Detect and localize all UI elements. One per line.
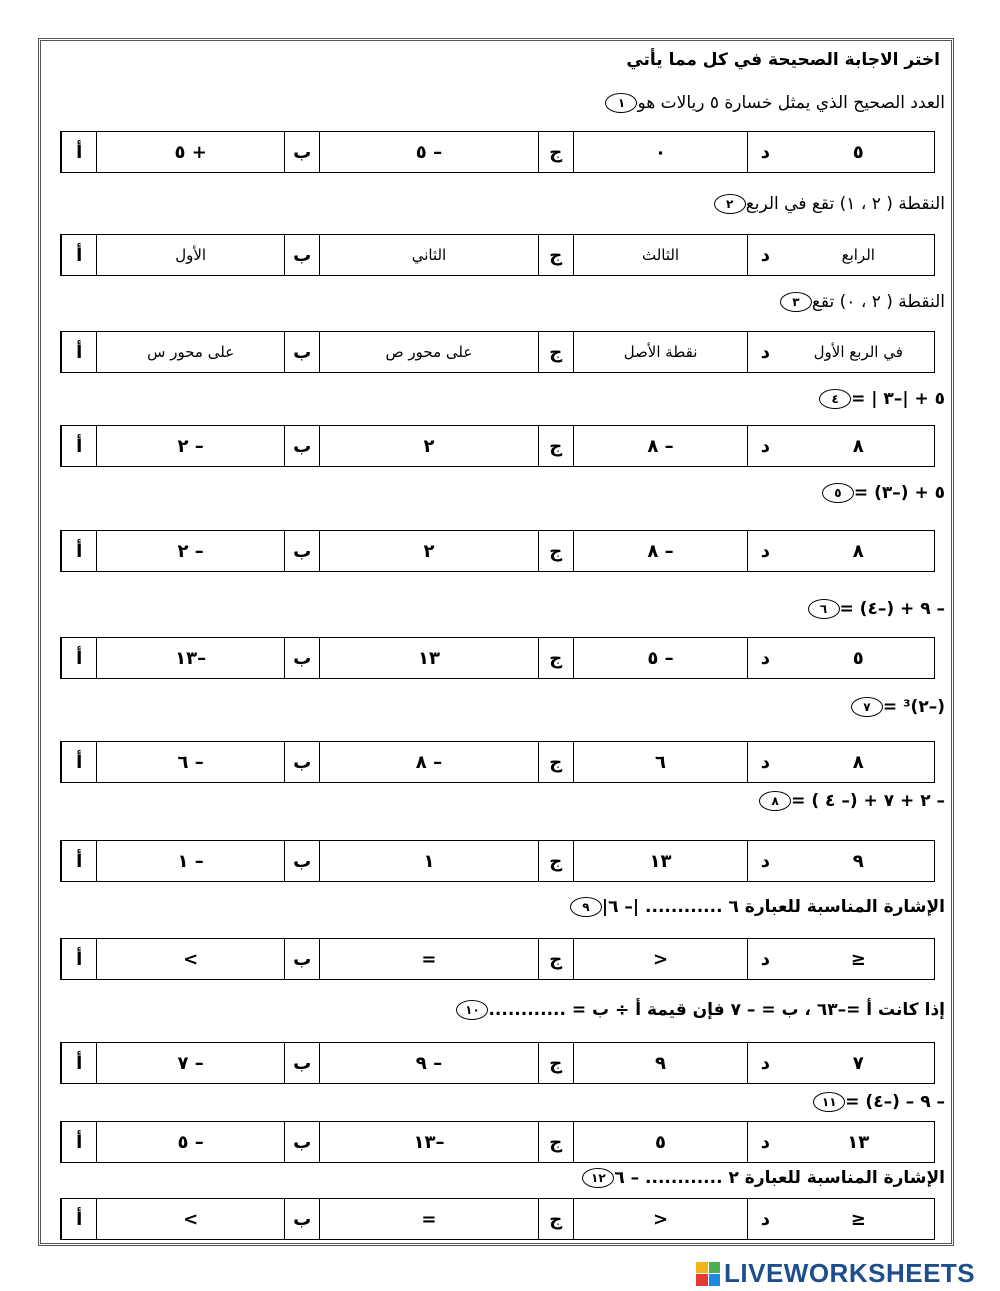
answer-option[interactable]: = [319,939,537,979]
options-row [60,425,935,467]
question-number: ٨ [759,791,791,811]
answer-option[interactable]: ٦ [573,742,747,782]
answer-option[interactable]: – ٨ [573,426,747,466]
answer-option[interactable]: – ٩ [319,1043,537,1083]
option-label: ب [284,332,319,372]
option-label: ج [538,1122,573,1162]
answer-option[interactable]: ٩ [852,850,864,872]
option-label: د [747,426,782,466]
answer-option[interactable]: على محور س [96,332,284,372]
answer-option[interactable]: ١٣ [319,638,537,678]
option-label: أ [61,939,96,979]
question-number: ٣ [780,292,812,312]
answer-option[interactable]: < [573,1199,747,1239]
options-row [60,637,935,679]
option-label: ب [284,1043,319,1083]
option-label: أ [61,235,96,275]
option-label: ب [284,235,319,275]
answer-option[interactable]: < [573,939,747,979]
answer-option[interactable]: الأول [96,235,284,275]
option-label: د [747,742,782,782]
answer-option[interactable]: الثاني [319,235,537,275]
question-text: ٥ + |–٣ | = [851,389,945,409]
option-label: د [747,1199,782,1239]
options-row [60,331,935,373]
question-number: ٩ [570,897,602,917]
option-label: ب [284,426,319,466]
question-6 [796,594,946,624]
liveworksheets-logo-icon [696,1262,720,1286]
answer-option[interactable]: ≤ [850,1208,866,1230]
answer-option[interactable]: – ٦ [96,742,284,782]
question-text: النقطة ( ٢ ، ٠) تقع [811,292,945,312]
question-text: النقطة ( ٢ ، ١) تقع في الربع [745,194,945,214]
options-row [60,741,935,783]
answer-option[interactable]: ٢ [319,531,537,571]
answer-option[interactable]: > [96,1199,284,1239]
question-number: ٢ [714,194,746,214]
option-label: أ [61,742,96,782]
answer-option[interactable]: ٧ [852,1052,864,1074]
question-2 [702,189,945,219]
options-row [60,1198,935,1240]
option-label: أ [61,531,96,571]
option-label: د [747,132,782,172]
option-label: ب [284,1199,319,1239]
question-5 [810,478,945,508]
question-text: الإشارة المناسبة للعبارة ٦ ............ |– ٦| [601,897,945,917]
option-label: د [747,235,782,275]
answer-option[interactable]: – ٧ [96,1043,284,1083]
question-number: ٥ [822,483,854,503]
option-label: ج [538,531,573,571]
answer-option[interactable]: ≤ [850,948,866,970]
question-number: ١٢ [582,1168,614,1188]
answer-option[interactable]: –١٣ [319,1122,537,1162]
options-row [60,131,935,173]
question-text: ٥ + (–٣) = [853,483,945,503]
option-label: أ [61,132,96,172]
answer-option[interactable]: – ٥ [96,1122,284,1162]
worksheet-title: اختر الاجابة الصحيحة في كل مما يأتي [626,50,940,70]
option-label: أ [61,426,96,466]
question-number: ٦ [808,599,840,619]
option-label: ب [284,841,319,881]
option-label: أ [61,841,96,881]
option-label: د [747,841,782,881]
question-number: ٧ [851,697,883,717]
option-label: ج [538,332,573,372]
options-row [60,938,935,980]
option-label: د [747,531,782,571]
answer-option[interactable]: في الربع الأول [813,343,903,361]
question-12 [570,1163,945,1193]
answer-option[interactable]: ٠ [573,132,747,172]
options-row [60,1042,935,1084]
option-label: ب [284,132,319,172]
answer-option[interactable]: ٥ [573,1122,747,1162]
answer-option[interactable]: ١ [319,841,537,881]
answer-option[interactable]: الرابع [841,246,875,264]
option-label: أ [61,1043,96,1083]
options-row [60,234,935,276]
answer-option[interactable]: ٨ [852,435,864,457]
options-row [60,1121,935,1163]
answer-option[interactable]: – ٨ [319,742,537,782]
answer-option[interactable]: على محور ص [319,332,537,372]
question-3 [768,287,945,317]
question-number: ١٠ [456,1000,488,1020]
option-label: ج [538,841,573,881]
option-label: ج [538,638,573,678]
answer-option[interactable]: – ٨ [573,531,747,571]
answer-option[interactable]: –١٣ [96,638,284,678]
option-label: د [747,939,782,979]
question-number: ١١ [813,1092,845,1112]
answer-option[interactable]: – ٢ [96,426,284,466]
option-label: أ [61,638,96,678]
question-text: – ٩ + (–٤) = [839,599,945,619]
option-label: د [747,638,782,678]
brand-name: LIVEWORKSHEETS [724,1258,976,1288]
answer-option[interactable]: – ١ [96,841,284,881]
option-label: د [747,1122,782,1162]
answer-option[interactable]: الثالث [573,235,747,275]
answer-option[interactable]: – ٥ [319,132,537,172]
option-label: د [747,332,782,372]
question-text: – ٩ – (–٤) = [845,1092,945,1112]
question-8 [747,786,945,816]
option-label: ج [538,939,573,979]
question-11 [801,1087,945,1117]
question-10 [444,995,945,1025]
answer-option[interactable]: ١٣ [573,841,747,881]
question-text: (–٢)³ = [882,697,945,717]
option-label: ب [284,742,319,782]
answer-option[interactable]: ٩ [573,1043,747,1083]
answer-option[interactable]: + ٥ [96,132,284,172]
answer-option[interactable]: نقطة الأصل [573,332,747,372]
answer-option[interactable]: ٨ [852,540,864,562]
answer-option[interactable]: = [319,1199,537,1239]
question-4 [807,384,945,414]
question-text: العدد الصحيح الذي يمثل خسارة ٥ ريالات هو [637,93,945,113]
option-label: ج [538,132,573,172]
option-label: أ [61,1199,96,1239]
question-1 [593,88,945,118]
option-label: ج [538,426,573,466]
question-text: – ٢ + ٧ + (– ٤ ) = [791,791,945,811]
option-label: ب [284,1122,319,1162]
answer-option[interactable]: – ٢ [96,531,284,571]
answer-option[interactable]: ٥ [852,647,864,669]
option-label: ب [284,531,319,571]
answer-option[interactable]: ١٣ [847,1131,870,1153]
option-label: ج [538,742,573,782]
question-7 [839,692,945,722]
answer-option[interactable]: ٢ [319,426,537,466]
answer-option[interactable]: – ٥ [573,638,747,678]
answer-option[interactable]: > [96,939,284,979]
options-row [60,530,935,572]
question-text: إذا كانت أ =–٦٣ ، ب = – ٧ فإن قيمة أ ÷ ب = ............ [488,1000,945,1020]
question-text: الإشارة المناسبة للعبارة ٢ ............ – ٦ [614,1168,945,1188]
option-label: أ [61,332,96,372]
question-number: ٤ [819,389,851,409]
option-label: ج [538,235,573,275]
option-label: د [747,1043,782,1083]
answer-option[interactable]: ٨ [852,751,864,773]
options-row [60,840,935,882]
question-9 [558,892,945,922]
option-label: أ [61,1122,96,1162]
option-label: ج [538,1199,573,1239]
option-label: ج [538,1043,573,1083]
option-label: ب [284,939,319,979]
option-label: ب [284,638,319,678]
question-number: ١ [605,93,637,113]
answer-option[interactable]: ٥ [852,141,864,163]
footer-logo [696,1258,975,1289]
